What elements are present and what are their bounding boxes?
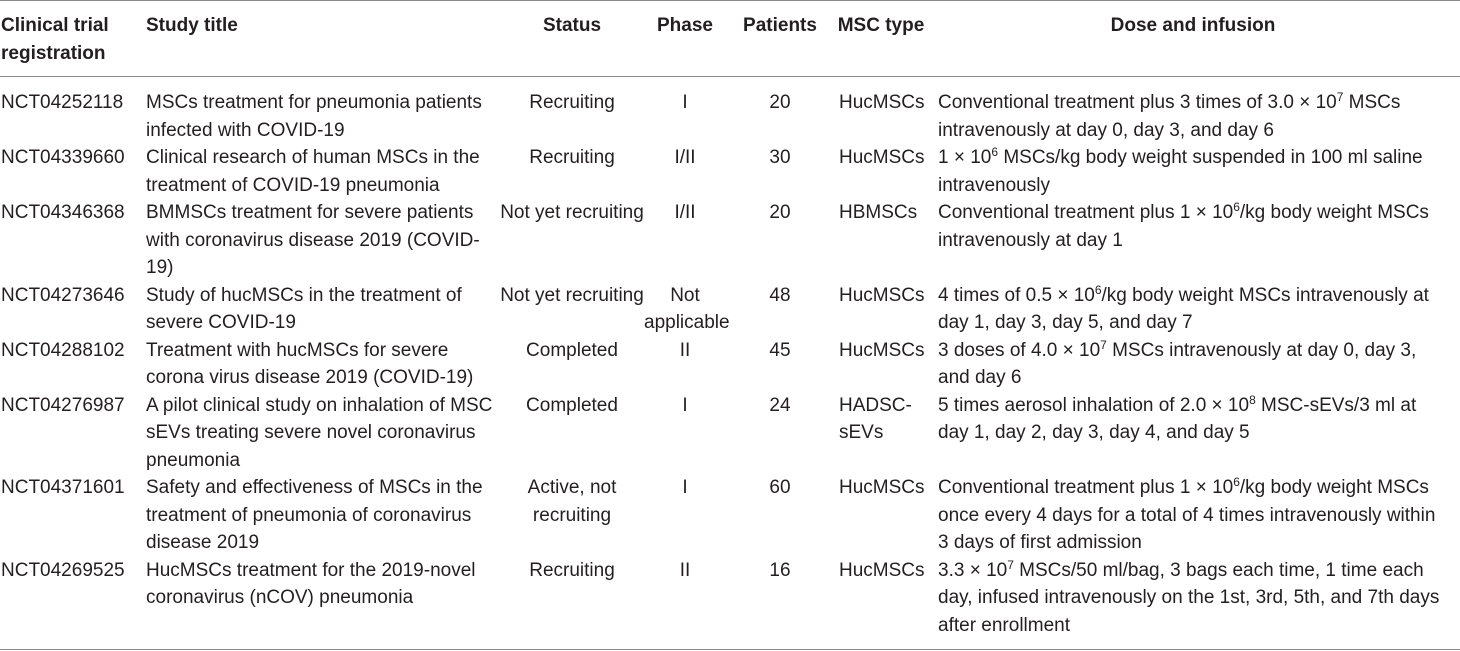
header-title: Study title	[146, 15, 238, 36]
cell-status: Not yet recruiting	[500, 284, 644, 306]
dose-text-before: Conventional treatment plus 3 times of 3.0 × 10	[938, 92, 1337, 113]
cell-msc-type: HucMSCs	[839, 559, 925, 581]
header-phase: Phase	[657, 15, 713, 36]
dose-text-after: MSCs intravenously at day 0, day 3, and day 6	[938, 92, 1401, 141]
cell-title: A pilot clinical study on inhalation of MSC sEVs treating severe novel coronavirus pneumonia	[146, 394, 493, 471]
table-row	[0, 392, 1460, 475]
cell-status: Recruiting	[529, 147, 615, 168]
dose-text-after: MSCs/50 ml/bag, 3 bags each time, 1 time each day, infused intravenously on the 1st, 3rd, 5th, and 7th days after enrollment	[938, 559, 1440, 636]
dose-exponent: 6	[1233, 475, 1240, 489]
cell-patients: 45	[769, 339, 791, 361]
cell-title: HucMSCs treatment for the 2019-novel coronavirus (nCOV) pneumonia	[146, 559, 476, 608]
dose-text-before: 3 doses of 4.0 × 10	[938, 339, 1101, 361]
dose-text-after: /kg body weight MSCs intravenously at day 1, day 3, day 5, and day 7	[938, 284, 1429, 333]
cell-phase: I	[682, 92, 688, 113]
dose-text-after: MSCs intravenously at day 0, day 3, and day 6	[938, 339, 1417, 388]
cell-dose	[928, 77, 1460, 145]
dose-text-before: 1 × 10	[938, 147, 992, 168]
dose-exponent: 7	[1007, 557, 1014, 572]
cell-msc-type: HucMSCs	[839, 284, 925, 306]
cell-status: Recruiting	[529, 92, 615, 113]
table-row	[0, 144, 1460, 199]
cell-registration: NCT04339660	[1, 147, 125, 168]
cell-phase: I	[682, 477, 688, 498]
header-row	[0, 1, 1460, 77]
dose-text-before: Conventional treatment plus 1 × 10	[938, 202, 1234, 223]
header-status: Status	[542, 15, 602, 36]
cell-title: Safety and effectiveness of MSCs in the treatment of pneumonia of coronavirus disease 2019	[146, 477, 483, 553]
cell-registration: NCT04273646	[1, 284, 125, 306]
cell-dose	[928, 144, 1460, 199]
dose-text-after: /kg body weight MSCs intravenously at day 1	[938, 202, 1429, 251]
cell-phase: II	[679, 559, 691, 581]
header-dose: Dose and infusion	[1110, 15, 1276, 36]
cell-msc-type: HucMSCs	[839, 339, 925, 361]
dose-text-before: 5 times aerosol inhalation of 2.0 × 10	[938, 394, 1250, 416]
dose-exponent: 6	[1233, 200, 1240, 214]
dose-exponent: 6	[991, 145, 999, 159]
cell-status: Recruiting	[529, 559, 615, 581]
cell-status: Active, not recruiting	[527, 477, 617, 526]
cell-patients: 20	[769, 202, 791, 223]
cell-dose	[928, 282, 1460, 337]
table-row	[0, 557, 1460, 650]
cell-phase: II	[679, 339, 691, 361]
dose-text-before: Conventional treatment plus 1 × 10	[938, 477, 1234, 498]
table-row	[0, 282, 1460, 337]
table-row	[0, 337, 1460, 392]
cell-dose	[928, 474, 1460, 557]
cell-title: BMMSCs treatment for severe patients with coronavirus disease 2019 (COVID-19)	[146, 202, 480, 278]
cell-registration: NCT04346368	[1, 202, 125, 223]
cell-phase: I	[682, 394, 688, 416]
cell-msc-type: HucMSCs	[839, 147, 925, 168]
cell-registration: NCT04269525	[1, 559, 125, 581]
dose-exponent: 7	[1336, 90, 1344, 104]
dose-exponent: 7	[1100, 337, 1107, 352]
header-msc-type: MSC type	[837, 15, 925, 36]
cell-status: Not yet recruiting	[500, 202, 644, 223]
cell-phase: Not applicable	[644, 284, 730, 333]
header-patients: Patients	[743, 15, 817, 36]
cell-patients: 20	[769, 92, 791, 113]
cell-dose	[928, 199, 1460, 282]
table-body	[0, 77, 1460, 650]
cell-registration: NCT04276987	[1, 394, 125, 416]
cell-dose	[928, 337, 1460, 392]
table-row	[0, 199, 1460, 282]
dose-text-before: 4 times of 0.5 × 10	[938, 284, 1095, 306]
cell-registration: NCT04288102	[1, 339, 125, 361]
dose-text-before: 3.3 × 10	[938, 559, 1008, 581]
cell-dose	[928, 557, 1460, 650]
cell-patients: 24	[769, 394, 791, 416]
dose-exponent: 6	[1094, 282, 1102, 297]
cell-registration: NCT04371601	[1, 477, 125, 498]
cell-title: Treatment with hucMSCs for severe corona virus disease 2019 (COVID-19)	[146, 339, 474, 388]
cell-patients: 60	[769, 477, 791, 498]
cell-msc-type: HBMSCs	[839, 202, 918, 223]
cell-title: Clinical research of human MSCs in the treatment of COVID-19 pneumonia	[146, 147, 480, 196]
cell-patients: 16	[769, 559, 791, 581]
cell-patients: 30	[769, 147, 791, 168]
header-registration: Clinical trial registration	[1, 15, 109, 64]
cell-msc-type: HucMSCs	[839, 477, 925, 498]
table-row	[0, 77, 1460, 145]
cell-phase: I/II	[674, 202, 696, 223]
dose-text-after: MSC-sEVs/3 ml at day 1, day 2, day 3, day 4, and day 5	[938, 394, 1417, 443]
cell-msc-type: HucMSCs	[839, 92, 925, 113]
dose-text-after: MSCs/kg body weight suspended in 100 ml saline intravenously	[938, 147, 1423, 196]
dose-exponent: 8	[1249, 392, 1256, 407]
cell-msc-type: HADSC-sEVs	[839, 394, 912, 443]
cell-dose	[928, 392, 1460, 475]
dose-text-after: /kg body weight MSCs once every 4 days for a total of 4 times intravenously within 3 days of first admission	[938, 477, 1436, 553]
cell-phase: I/II	[674, 147, 696, 168]
table-row	[0, 474, 1460, 557]
table-header	[0, 1, 1460, 77]
cell-status: Completed	[526, 394, 618, 416]
cell-title: MSCs treatment for pneumonia patients infected with COVID-19	[146, 92, 482, 141]
cell-title: Study of hucMSCs in the treatment of severe COVID-19	[146, 284, 462, 333]
cell-registration: NCT04252118	[1, 92, 124, 113]
cell-patients: 48	[769, 284, 791, 306]
cell-status: Completed	[526, 339, 618, 361]
